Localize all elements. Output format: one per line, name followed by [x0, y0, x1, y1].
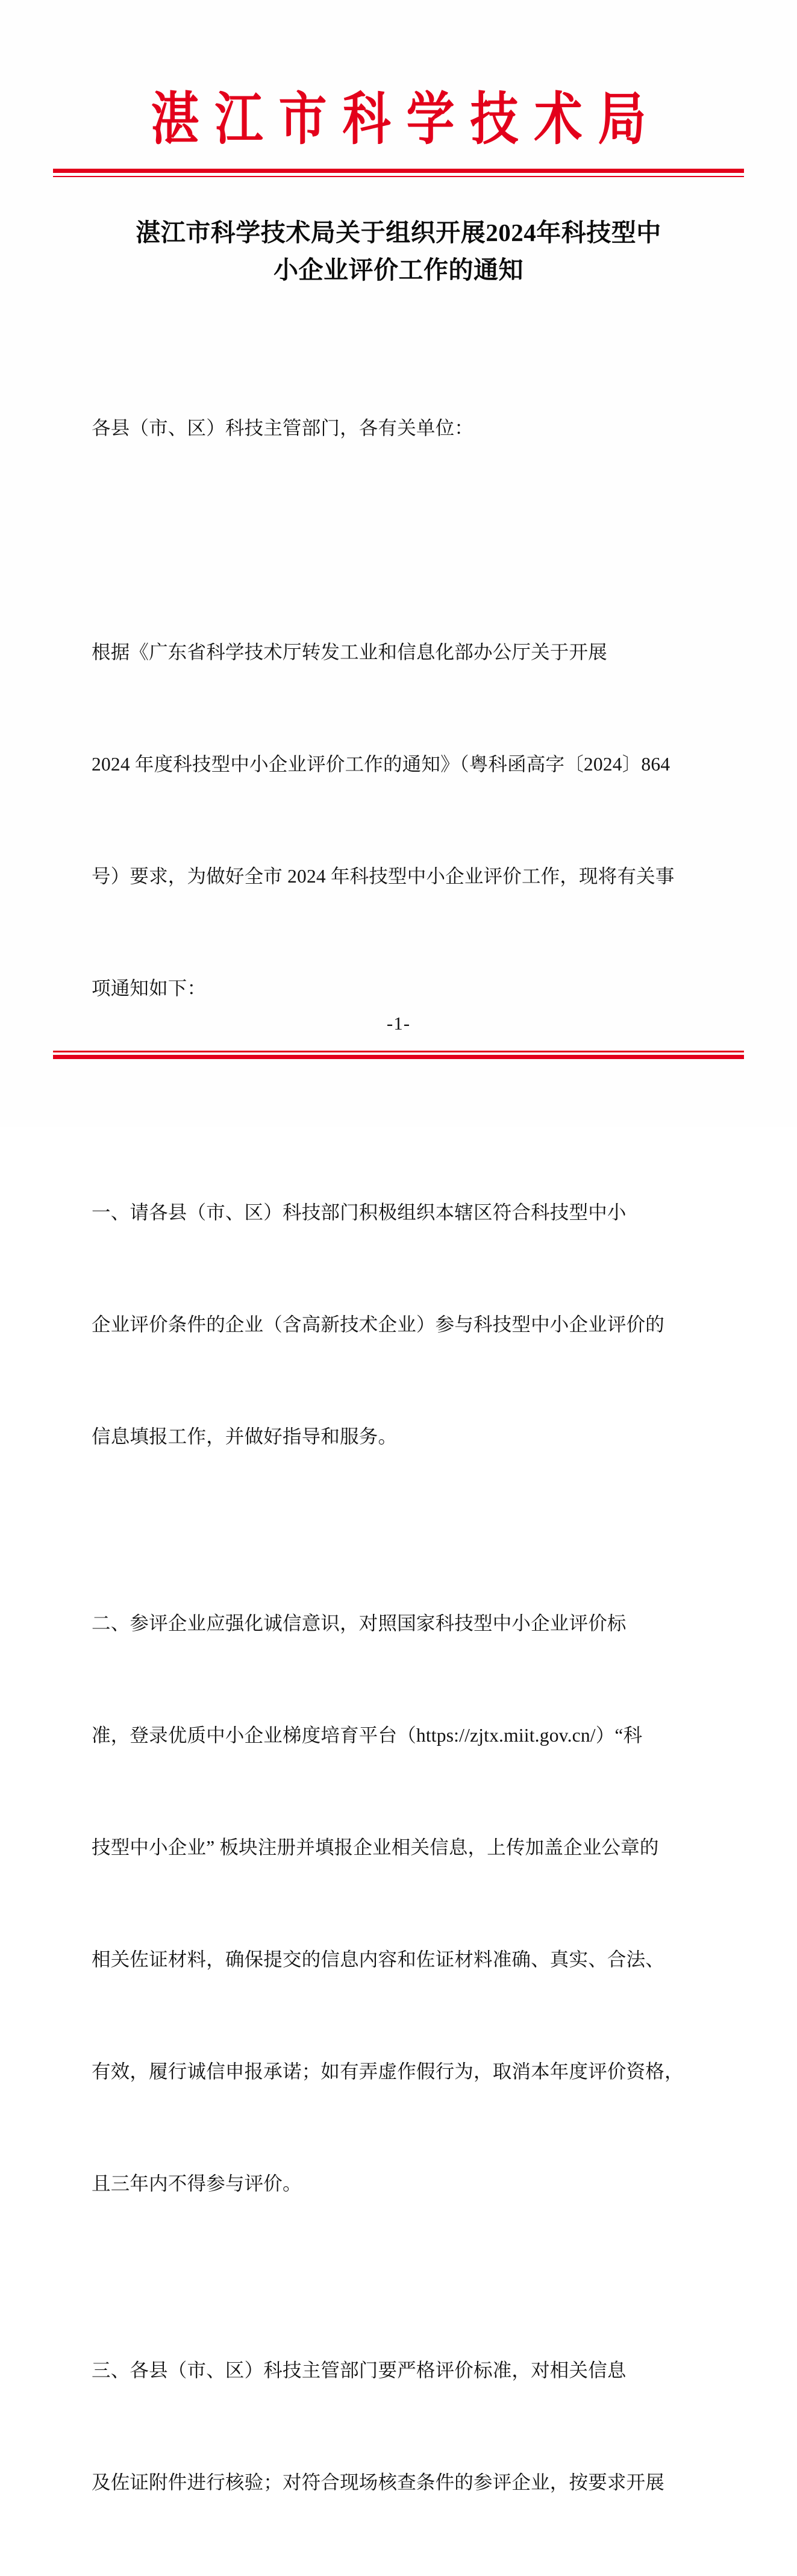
paragraph-item-2 [92, 1530, 707, 2277]
paragraph-item-2-line-4: 相关佐证材料，确保提交的信息内容和佐证材料准确、真实、合法、 [92, 1949, 665, 1970]
letterhead-rule-thin [53, 176, 744, 177]
paragraph-intro-line-2: 2024 年度科技型中小企业评价工作的通知》（粤科函高字〔2024〕864 [92, 754, 670, 775]
paragraph-item-1-line-2: 企业评价条件的企业（含高新技术企业）参与科技型中小企业评价的 [92, 1314, 665, 1335]
document-title-line-1: 湛江市科学技术局关于组织开展2024年科技型中 [136, 219, 661, 246]
paragraph-item-2-line-5: 有效，履行诚信申报承诺；如有弄虚作假行为，取消本年度评价资格， [92, 2061, 684, 2082]
paragraph-item-2-line-2: 准，登录优质中小企业梯度培育平台（https://zjtx.miit.gov.cn/）“科 [92, 1725, 643, 1746]
paragraph-item-2-line-6: 且三年内不得参与评价。 [92, 2173, 302, 2194]
letterhead-organization-title: 湛江市科学技术局 [151, 89, 662, 152]
footer-rule-thick [53, 1055, 744, 1059]
document-title [90, 214, 707, 289]
salutation [92, 335, 707, 522]
paragraph-item-1 [92, 1119, 707, 1530]
letterhead [0, 0, 797, 152]
paragraph-item-2-line-1: 二、参评企业应强化诚信意识，对照国家科技型中小企业评价标 [92, 1613, 627, 1634]
paragraph-item-1-line-3: 信息填报工作，并做好指导和服务。 [92, 1426, 398, 1447]
paragraph-item-3-line-2: 及佐证附件进行核验；对符合现场核查条件的参评企业，按要求开展 [92, 2472, 665, 2493]
paragraph-intro-line-1: 根据《广东省科学技术厅转发工业和信息化部办公厅关于开展 [92, 642, 607, 663]
page-number: -1- [386, 1013, 411, 1034]
paragraph-intro-line-4: 项通知如下： [92, 978, 207, 999]
paragraph-item-3 [92, 2277, 707, 2576]
letterhead-rule-thick [53, 169, 744, 173]
footer-separator-rules [53, 1051, 744, 1059]
paragraph-item-1-line-1: 一、请各县（市、区）科技部门积极组织本辖区符合科技型中小 [92, 1202, 627, 1223]
paragraph-item-2-line-3: 技型中小企业” 板块注册并填报企业相关信息，上传加盖企业公章的 [92, 1837, 659, 1858]
paragraph-item-3-line-1: 三、各县（市、区）科技主管部门要严格评价标准，对相关信息 [92, 2360, 627, 2381]
salutation-line: 各县（市、区）科技主管部门，各有关单位： [92, 417, 474, 439]
paragraph-intro [92, 559, 707, 1082]
letterhead-separator-rules [53, 169, 744, 177]
document-body [92, 335, 707, 2576]
document-title-line-2: 小企业评价工作的通知 [273, 256, 524, 284]
paragraph-intro-line-3: 号）要求，为做好全市 2024 年科技型中小企业评价工作，现将有关事 [92, 866, 675, 887]
